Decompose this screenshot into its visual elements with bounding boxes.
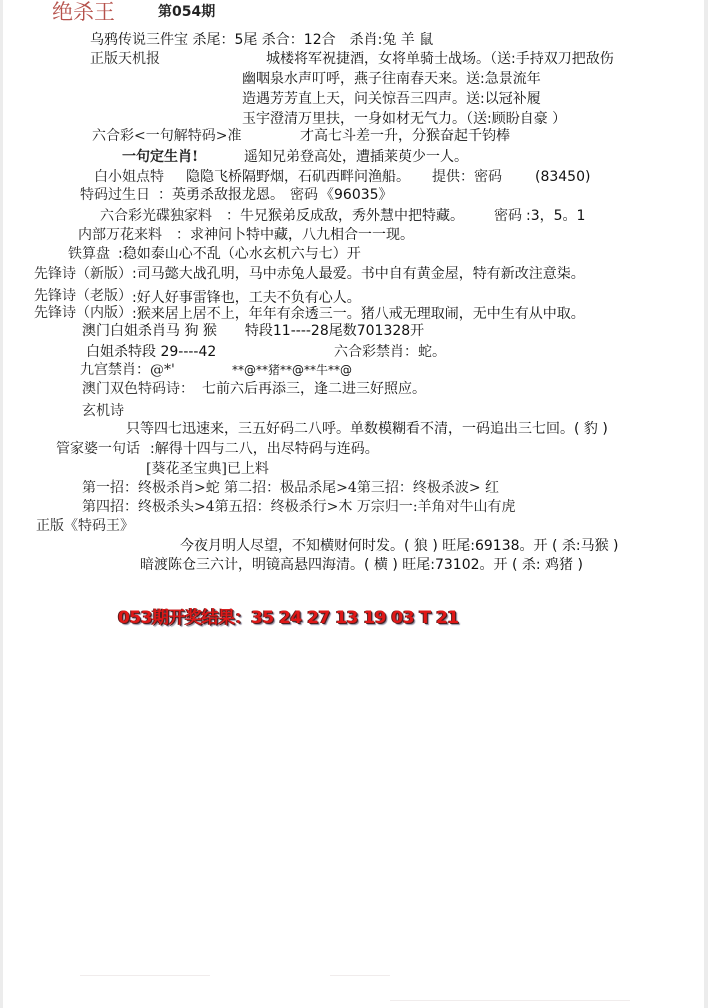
faint-artifact (330, 975, 390, 976)
issue-number: 第054期 (158, 4, 216, 20)
baijie-kill-range: 白姐杀特段 29----42 (86, 344, 217, 360)
vanguard-new-label: 先锋诗（新版） (34, 266, 132, 282)
disc-exclusive-text: ：牛兄猴弟反成敌，秀外慧中把特藏。 (226, 208, 464, 224)
tianjibao-line-4: 玉宇澄清万里扶，一身如材无气力。（送:顾盼自豪 ） (242, 111, 567, 127)
disc-exclusive-code-label: 密码 (494, 208, 522, 224)
forbidden-zodiac: 六合彩禁肖：蛇。 (334, 344, 446, 360)
tianjibao-line-1: 城楼将军祝捷酒，女将单骑士战场。（送:手持双刀把敌伤 (266, 51, 614, 67)
macau-poem-label: 澳门双色特码诗： (82, 381, 194, 397)
liuhecai-riddle-text: 才高七斗差一升，分猴奋起千钧棒 (300, 128, 510, 144)
nine-palace-label: 九宫禁肖：@*' (80, 362, 175, 378)
zodiac-line-text: 遥知兄弟登高处，遭插莱萸少一人。 (244, 149, 468, 165)
mystery-poem-label: 玄机诗 (82, 403, 124, 419)
housekeeper-label: 管家婆一句话 (56, 441, 140, 457)
vanguard-inner-label: 先锋诗（内版） (34, 305, 132, 321)
disc-exclusive-code: :3，5。1 (526, 208, 586, 224)
nine-palace-text: **@**猪**@**牛**@ (232, 363, 353, 377)
vanguard-old-label: 先锋诗（老版） (34, 288, 132, 304)
housekeeper-text: :解得十四与二八，出尽特码与连码。 (150, 441, 379, 457)
vanguard-old-text: :好人好事雷锋也，工夫不负有心人。 (132, 290, 361, 306)
crow-three-treasures: 乌鸦传说三件宝 杀尾：5尾 杀合：12合 杀肖:兔 羊 鼠 (90, 32, 434, 48)
internal-flower-text: ：求神问卜特中藏，八九相合一一现。 (176, 227, 414, 243)
birthday-code-label: 密码 (290, 187, 318, 203)
disc-exclusive-label: 六合彩光碟独家料 (100, 208, 212, 224)
tianjibao-line-3: 造遇芳芳直上天，问关惊吾三四声。送:以冠补履 (242, 91, 541, 107)
temawang-line-1: 今夜月明人尽望，不知横财何时发。( 狼 ) 旺尾:69138。开 ( 杀:马猴 ) (180, 538, 619, 554)
tianjibao-label: 正版天机报 (90, 51, 160, 67)
moves-line-2: 第四招：终极杀头>4第五招：终极杀行>木 万宗归一:羊角对牛山有虎 (82, 499, 516, 515)
vanguard-new-text: :司马懿大战孔明，马中赤兔人最爱。书中自有黄金屋，特有新改注意柒。 (132, 266, 585, 282)
faint-artifact (390, 1000, 630, 1001)
faint-artifact (80, 975, 210, 976)
abacus-label: 铁算盘 (68, 246, 110, 262)
liuhecai-riddle-label: 六合彩<一句解特码>准 (92, 128, 242, 144)
sunflower-manual: [葵花圣宝典]已上料 (146, 461, 269, 477)
page-title: 绝杀王 (52, 0, 115, 24)
mystery-poem-text: 只等四七迅速来，三五好码二八呼。单数模糊看不清，一码追出三七回。( 豹 ) (126, 421, 608, 437)
temawang-line-2: 暗渡陈仓三六计，明镜高悬四海清。( 横 ) 旺尾:73102。开 ( 杀: 鸡猪 ) (140, 557, 583, 573)
tianjibao-line-2: 幽咽泉水声叮呼，燕子往南春天来。送:急景流年 (242, 71, 541, 87)
draw-result-banner: 053期开奖结果：35 24 27 13 19 03 T 21 (118, 608, 459, 628)
macau-poem-text: 七前六后再添三，逢二进三好照应。 (202, 381, 426, 397)
baixiaojie-provider-label: 提供：密码 (432, 169, 502, 185)
birthday-code: 《96035》 (320, 187, 393, 203)
zodiac-line-label: 一句定生肖! (122, 149, 199, 165)
official-temawang: 正版《特码王》 (36, 518, 134, 534)
baixiaojie-text: 隐隐飞桥隔野烟，石矶西畔问渔船。 (186, 169, 410, 185)
birthday-text: ：英勇杀敌报龙恩。 (158, 187, 284, 203)
abacus-text: :稳如泰山心不乱（心水玄机六与七）开 (118, 246, 361, 262)
baixiaojie-code: (83450) (535, 169, 591, 185)
macau-baijie-kill: 澳门白姐杀肖马 狗 猴 特段11----28尾数701328开 (82, 323, 425, 339)
vanguard-inner-text: :猴来居上居不上，年年有余透三一。猪八戒无理取闹，无中生有从中取。 (132, 306, 585, 322)
moves-line-1: 第一招：终极杀肖>蛇 第二招：极品杀尾>4第三招：终极杀波> 红 (82, 480, 499, 496)
baixiaojie-label: 白小姐点特 (94, 169, 164, 185)
page-border-left (0, 0, 3, 1008)
internal-flower-label: 内部万花来料 (78, 227, 162, 243)
birthday-label: 特码过生日 (80, 187, 150, 203)
page-border-right (704, 0, 708, 1008)
